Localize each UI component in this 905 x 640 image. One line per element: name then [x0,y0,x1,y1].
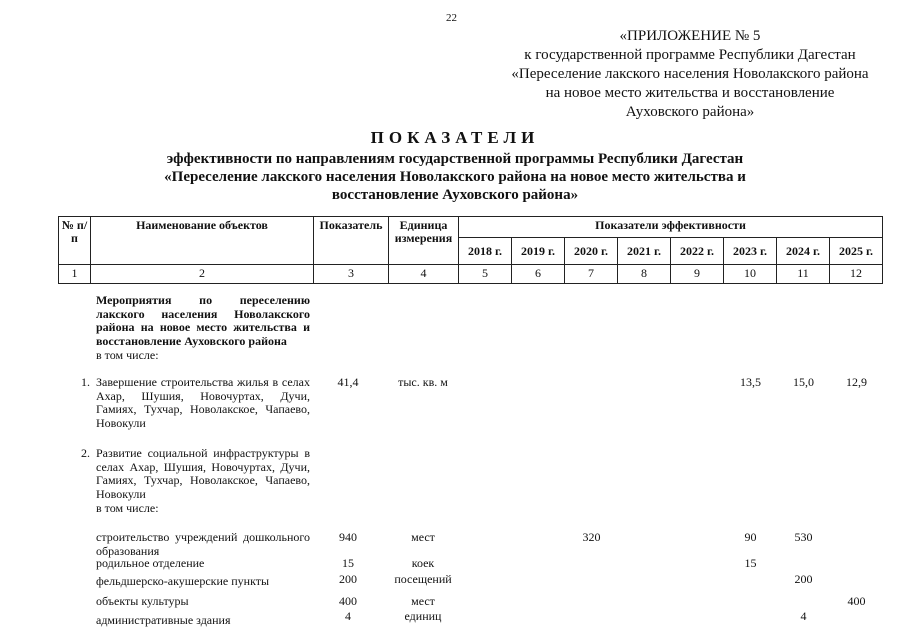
row-value-2023: 90 [744,530,757,544]
col-number: 10 [724,265,777,284]
page-number: 22 [446,12,457,24]
col-header-year: 2021 г. [618,238,671,265]
row-unit: мест [411,594,435,608]
col-header-year: 2020 г. [565,238,618,265]
col-header-name: Наименование объектов [91,217,314,265]
row-indicator: 200 [339,572,357,586]
row-value-2024: 4 [800,609,807,623]
row-indicator: 940 [339,530,357,544]
col-number: 8 [618,265,671,284]
row-value-2025: 12,9 [846,375,867,389]
col-number: 4 [389,265,459,284]
row-name: строительство учреждений дошкольного образования [96,530,310,558]
row-unit: посещений [394,572,452,586]
row-name: родильное отделение [96,556,205,570]
col-number: 12 [830,265,883,284]
row-value-2024: 200 [794,572,813,586]
row-indicator: 41,4 [337,375,359,389]
indicators-table-header [58,216,883,284]
title-subtitle: эффективности по направлениям государственной программы Республики Дагестан [166,151,744,167]
row-value-2025: 400 [847,594,866,608]
row-value-2024: 530 [794,530,813,544]
col-number: 6 [512,265,565,284]
row-indicator: 4 [345,609,351,623]
row-value-2020: 320 [582,530,601,544]
row-suffix: в том числе: [96,501,159,515]
row-name: Мероприятия по переселению лакского населения Новолакского района на новое место жительства и восстановление Ауховского района [96,293,310,348]
row-value-2023: 13,5 [740,375,761,389]
col-header-no: № п/п [59,217,91,265]
row-indicator: 15 [342,556,354,570]
col-header-year: 2025 г. [830,238,883,265]
appendix-line: к государственной программе Республики Дагестан [524,47,856,63]
title-subtitle: восстановление Ауховского района» [331,187,579,203]
document-title [100,128,810,204]
row-value-2024: 15,0 [793,375,814,389]
col-number: 3 [314,265,389,284]
title-main: ПОКАЗАТЕЛИ [370,128,540,147]
col-header-year: 2023 г. [724,238,777,265]
appendix-line: на новое место жительства и восстановление [545,85,835,101]
col-header-year: 2019 г. [512,238,565,265]
col-header-year: 2018 г. [459,238,512,265]
appendix-line: «ПРИЛОЖЕНИЕ № 5 [619,28,761,44]
row-name: административные здания [96,613,231,627]
appendix-line: Ауховского района» [625,104,755,120]
col-header-unit: Единица измерения [389,217,459,265]
col-number: 5 [459,265,512,284]
col-number: 7 [565,265,618,284]
appendix-line: «Переселение лакского населения Новолакского района [511,66,869,82]
row-value-2023: 15 [744,556,757,570]
row-indicator: 400 [339,594,357,608]
col-number: 11 [777,265,830,284]
col-header-year: 2024 г. [777,238,830,265]
row-number: 1. [81,375,90,389]
col-number: 9 [671,265,724,284]
row-unit: мест [411,530,435,544]
col-header-indicator: Показатель [314,217,389,265]
row-name: объекты культуры [96,594,189,608]
row-unit: коек [411,556,435,570]
appendix-caption [490,27,890,122]
col-number: 1 [59,265,91,284]
row-suffix: в том числе: [96,348,159,362]
col-header-year: 2022 г. [671,238,724,265]
row-unit: тыс. кв. м [398,375,448,389]
row-name: Завершение строительства жилья в селах Ахар, Шушия, Новочуртах, Дучи, Гамиях, Тухчар, Новолакское, Чапаево, Новокули [96,375,310,430]
row-number: 2. [81,446,90,460]
col-number: 2 [91,265,314,284]
title-subtitle: «Переселение лакского населения Новолакского района на новое место жительства и [164,169,746,185]
row-unit: единиц [404,609,442,623]
row-name: Развитие социальной инфраструктуры в селах Ахар, Шушия, Новочуртах, Дучи, Гамиях, Тухчар, Новолакское, Чапаево, Новокули [96,446,310,501]
row-name: фельдшерско-акушерские пункты [96,574,270,588]
col-header-efficiency: Показатели эффективности [459,217,883,238]
